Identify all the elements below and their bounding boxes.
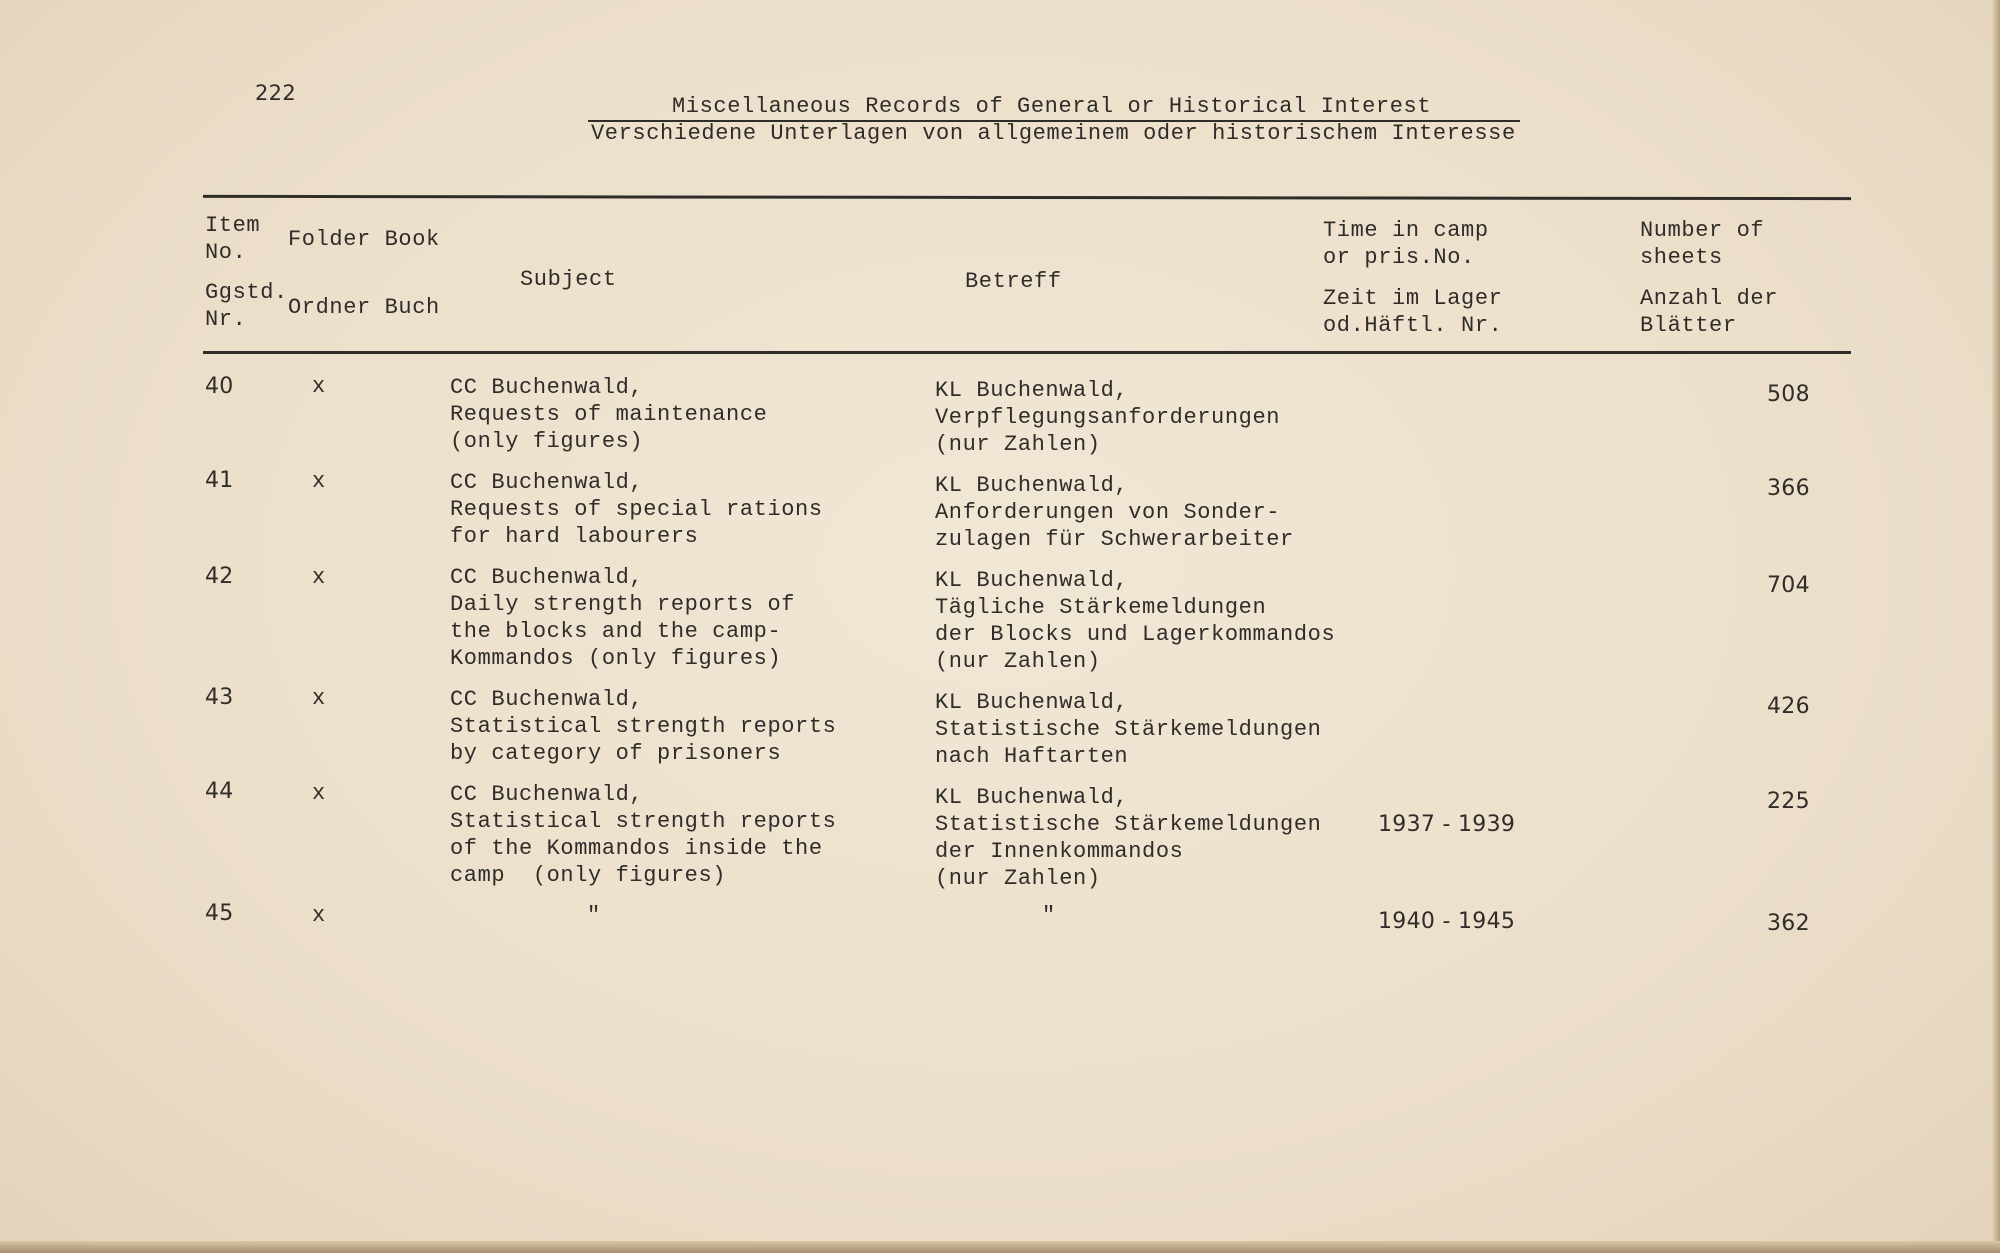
row-44-sheets: 225: [1767, 789, 1810, 814]
row-42-betreff: KL Buchenwald, Tägliche Stärkemeldungen der Blocks und Lagerkommandos (nur Zahlen): [935, 568, 1336, 674]
title-english: Miscellaneous Records of General or Historical Interest: [672, 94, 1432, 119]
row-41-folder: x: [312, 469, 326, 494]
row-40-folder: x: [312, 374, 326, 399]
row-43-subject: CC Buchenwald, Statistical strength reports by category of prisoners: [450, 687, 837, 766]
row-41-betreff: KL Buchenwald, Anforderungen von Sonder- zulagen für Schwerarbeiter: [935, 473, 1294, 552]
row-45-folder: x: [312, 903, 326, 928]
page-bottom-edge: [0, 1241, 2000, 1253]
row-45-item: 45: [205, 901, 234, 926]
header-bottom-rule: [203, 351, 1851, 354]
header-folder-book-de: Ordner Buch: [288, 295, 440, 320]
row-45-sheets: 362: [1767, 911, 1810, 936]
header-sheets-de: Anzahl der Blätter: [1640, 286, 1779, 338]
row-40-subject: CC Buchenwald, Requests of maintenance (only figures): [450, 375, 768, 454]
row-43-item: 43: [205, 685, 234, 710]
header-item-no-en: Item No.: [205, 213, 261, 265]
row-43-folder: x: [312, 686, 326, 711]
row-42-subject: CC Buchenwald, Daily strength reports of the blocks and the camp- Kommandos (only figures): [450, 565, 796, 671]
row-45-time: 1940 - 1945: [1378, 909, 1516, 934]
row-44-folder: x: [312, 781, 326, 806]
page-number: 222: [255, 81, 296, 105]
row-45-subject-ditto: ": [587, 903, 601, 928]
row-43-sheets: 426: [1767, 694, 1810, 719]
header-betreff: Betreff: [965, 269, 1062, 294]
row-42-item: 42: [205, 564, 234, 589]
row-44-item: 44: [205, 779, 234, 804]
header-folder-book-en: Folder Book: [288, 227, 440, 252]
title-german: Verschiedene Unterlagen von allgemeinem oder historischem Interesse: [591, 121, 1516, 146]
row-41-subject: CC Buchenwald, Requests of special rations for hard labourers: [450, 470, 823, 549]
row-41-sheets: 366: [1767, 476, 1810, 501]
header-sheets-en: Number of sheets: [1640, 218, 1765, 270]
row-44-subject: CC Buchenwald, Statistical strength reports of the Kommandos inside the camp (only figures): [450, 782, 837, 888]
header-time-en: Time in camp or pris.No.: [1323, 218, 1489, 270]
row-44-time: 1937 - 1939: [1378, 812, 1516, 837]
header-subject: Subject: [520, 267, 617, 292]
page-right-edge: [1992, 0, 2000, 1253]
row-40-item: 40: [205, 374, 234, 399]
header-top-rule: [203, 195, 1851, 200]
row-41-item: 41: [205, 468, 234, 493]
row-45-betreff-ditto: ": [1042, 903, 1056, 928]
row-40-betreff: KL Buchenwald, Verpflegungsanforderungen (nur Zahlen): [935, 378, 1281, 457]
row-42-sheets: 704: [1767, 573, 1810, 598]
header-time-de: Zeit im Lager od.Häftl. Nr.: [1323, 286, 1503, 338]
header-item-no-de: Ggstd. Nr.: [205, 280, 288, 332]
row-44-betreff: KL Buchenwald, Statistische Stärkemeldungen der Innenkommandos (nur Zahlen): [935, 785, 1322, 891]
row-40-sheets: 508: [1767, 382, 1810, 407]
row-42-folder: x: [312, 565, 326, 590]
row-43-betreff: KL Buchenwald, Statistische Stärkemeldungen nach Haftarten: [935, 690, 1322, 769]
